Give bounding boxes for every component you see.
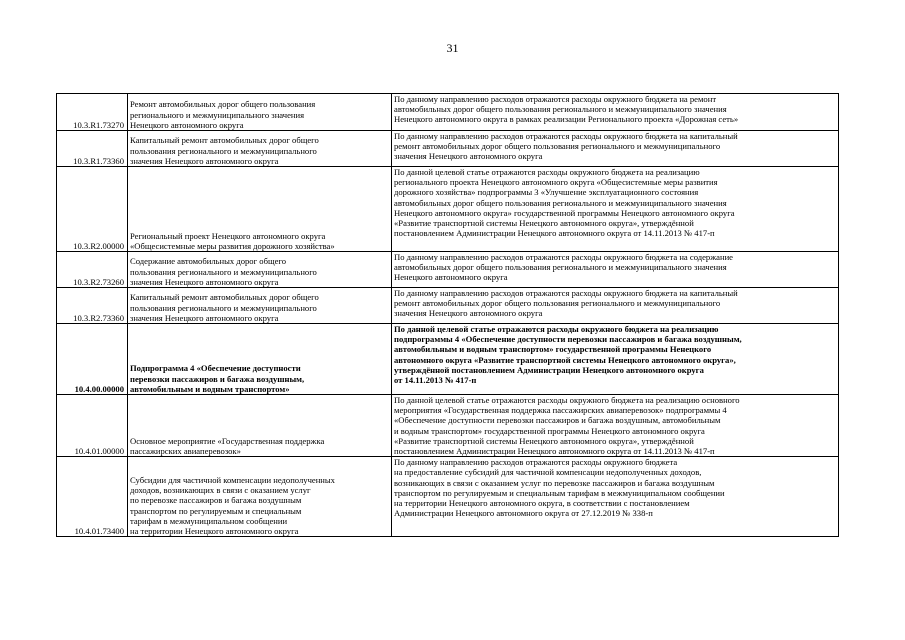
table-row [57, 131, 839, 167]
item-name-cell: Субсидии для частичной компенсации недополученных доходов, возникающих в связи с оказанием услуг по перевозке пассажиров и багажа воздушным транспортом по регулируемым и специальным тарифам в межмуниципальном сообщении на территории Ненецкого автономного округа [128, 457, 392, 537]
table-row [57, 395, 839, 457]
item-description-cell: По данной целевой статье отражаются расходы окружного бюджета на реализацию основного мероприятия «Государственная поддержка пассажирских авиаперевозок» подпрограммы 4 «Обеспечение доступности перевозки пассажиров и багажа воздушным, автомобильным и водным транспортом» государственной программы Ненецкого автономного округа «Развитие транспортной системы Ненецкого автономного округа», утверждённой постановлением Администрации Ненецкого автономного округа от 14.11.2013 № 417-п [392, 395, 839, 457]
item-name-cell: Содержание автомобильных дорог общего пользования регионального и межмуниципального значения Ненецкого автономного округа [128, 252, 392, 288]
target-code-cell: 10.3.R2.73260 [57, 252, 128, 288]
item-name-cell: Региональный проект Ненецкого автономного округа «Общесистемные меры развития дорожного хозяйства» [128, 167, 392, 252]
table-row [57, 167, 839, 252]
item-description-cell: По данному направлению расходов отражаются расходы окружного бюджета на капитальный ремонт автомобильных дорог общего пользования регионального и межмуниципального значения Ненецкого автономного округа [392, 288, 839, 324]
item-description-cell: По данному направлению расходов отражаются расходы окружного бюджета на содержание автомобильных дорог общего пользования регионального и межмуниципального значения Ненецкого автономного округа [392, 252, 839, 288]
target-code-cell: 10.3.R2.73360 [57, 288, 128, 324]
target-code-cell: 10.4.01.00000 [57, 395, 128, 457]
target-code-cell: 10.3.R1.73270 [57, 94, 128, 131]
item-name-cell: Подпрограмма 4 «Обеспечение доступности перевозки пассажиров и багажа воздушным, автомобильным и водным транспортом» [128, 324, 392, 395]
target-code-cell: 10.4.00.00000 [57, 324, 128, 395]
item-name-cell: Капитальный ремонт автомобильных дорог общего пользования регионального и межмуниципального значения Ненецкого автономного округа [128, 288, 392, 324]
target-code-cell: 10.3.R1.73360 [57, 131, 128, 167]
table-row [57, 94, 839, 131]
item-description-cell: По данной целевой статье отражаются расходы окружного бюджета на реализацию регионального проекта Ненецкого автономного округа «Общесистемные меры развития дорожного хозяйства» подпрограммы 3 «Улучшение эксплуатационного состояния автомобильных дорог общего пользования регионального и межмуниципального значения Ненецкого автономного округа» государственной программы Ненецкого автономного округа «Развитие транспортной системы Ненецкого автономного округа», утверждённой постановлением Администрации Ненецкого автономного округа от 14.11.2013 № 417-п [392, 167, 839, 252]
table-row [57, 252, 839, 288]
budget-classification-table [56, 93, 839, 537]
target-code-cell: 10.3.R2.00000 [57, 167, 128, 252]
item-description-cell: По данному направлению расходов отражаются расходы окружного бюджета на предоставление субсидий для частичной компенсации недополученных доходов, возникающих в связи с оказанием услуг по перевозке пассажиров и багажа воздушным транспортом по регулируемым и специальным тарифам в межмуниципальном сообщении на территории Ненецкого автономного округа, в соответствии с постановлением Администрации Ненецкого автономного округа от 27.12.2019 № 338-п [392, 457, 839, 537]
item-name-cell: Ремонт автомобильных дорог общего пользования регионального и межмуниципального значения Ненецкого автономного округа [128, 94, 392, 131]
table-row [57, 288, 839, 324]
item-description-cell: По данному направлению расходов отражаются расходы окружного бюджета на ремонт автомобильных дорог общего пользования регионального и межмуниципального значения Ненецкого автономного округа в рамках реализации Регионального проекта «Дорожная сеть» [392, 94, 839, 131]
item-name-cell: Основное мероприятие «Государственная поддержка пассажирских авиаперевозок» [128, 395, 392, 457]
item-name-cell: Капитальный ремонт автомобильных дорог общего пользования регионального и межмуниципального значения Ненецкого автономного округа [128, 131, 392, 167]
target-code-cell: 10.4.01.73400 [57, 457, 128, 537]
table-row [57, 324, 839, 395]
item-description-cell: По данному направлению расходов отражаются расходы окружного бюджета на капитальный ремонт автомобильных дорог общего пользования регионального и межмуниципального значения Ненецкого автономного округа [392, 131, 839, 167]
table-row [57, 457, 839, 537]
page-number: 31 [446, 41, 459, 55]
item-description-cell: По данной целевой статье отражаются расходы окружного бюджета на реализацию подпрограммы 4 «Обеспечение доступности перевозки пассажиров и багажа воздушным, автомобильным и водным транспортом» государственной программы Ненецкого автономного округа «Развитие транспортной системы Ненецкого автономного округа», утверждённой постановлением Администрации Ненецкого автономного округа от 14.11.2013 № 417-п [392, 324, 839, 395]
table-body [57, 94, 839, 537]
